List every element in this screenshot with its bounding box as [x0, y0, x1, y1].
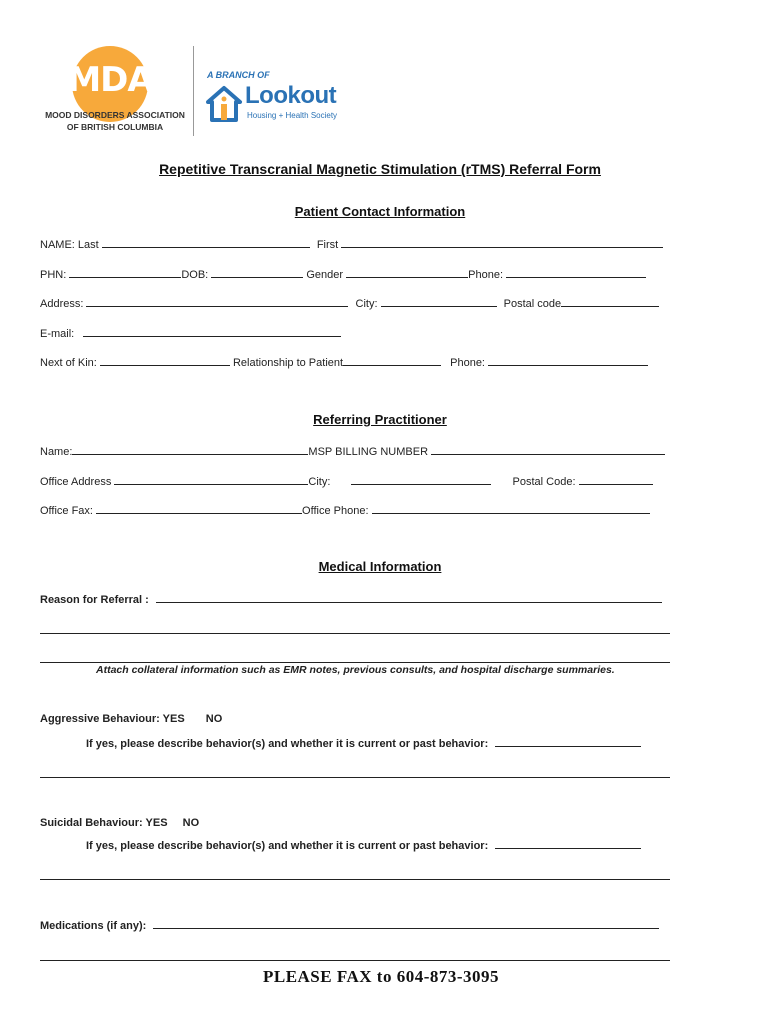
patient-kin-row: [40, 355, 648, 369]
reason-field-3[interactable]: [40, 662, 670, 663]
label-practitioner-city: City:: [308, 476, 331, 488]
label-suicidal-no[interactable]: NO: [182, 817, 200, 829]
practitioner-name-row: [40, 444, 665, 458]
patient-email-row: [40, 326, 341, 340]
fax-instruction: PLEASE FAX to 604-873-3095: [262, 967, 500, 986]
practitioner-section-heading: Referring Practitioner: [313, 412, 447, 427]
attach-note: Attach collateral information such as EMR notes, previous consults, and hospital discharge summaries.: [96, 664, 615, 676]
mda-logo-text: MDA: [67, 60, 153, 100]
label-dob: DOB:: [181, 269, 209, 281]
next-of-kin-field[interactable]: [100, 355, 230, 366]
practitioner-postal-field[interactable]: [579, 474, 653, 485]
label-practitioner-postal: Postal Code:: [512, 476, 576, 488]
label-email: E-mail:: [40, 328, 75, 340]
suicidal-behaviour-row: [40, 817, 199, 829]
last-name-field[interactable]: [102, 237, 310, 248]
label-phone-kin: Phone:: [450, 357, 485, 369]
label-first-name: First: [316, 239, 339, 251]
label-name-last: NAME: Last: [40, 239, 99, 251]
address-field[interactable]: [86, 296, 348, 307]
medical-section-heading: Medical Information: [318, 559, 442, 574]
office-address-field[interactable]: [114, 474, 308, 485]
aggressive-behaviour-row: [40, 713, 222, 725]
office-phone-field[interactable]: [372, 503, 650, 514]
branch-of-label: A BRANCH OF: [207, 70, 270, 80]
patient-id-row: [40, 267, 646, 281]
relationship-field[interactable]: [343, 355, 441, 366]
label-phone: Phone:: [468, 269, 504, 281]
practitioner-fax-row: [40, 503, 650, 517]
label-aggressive-describe: If yes, please describe behavior(s) and whether it is current or past behavior:: [86, 738, 489, 750]
lookout-logo: [205, 84, 355, 128]
label-suicidal-yes[interactable]: Suicidal Behaviour: YES: [40, 817, 168, 829]
mda-org-line1: MOOD DISORDERS ASSOCIATION: [45, 110, 185, 120]
suicidal-describe-field[interactable]: [495, 838, 641, 849]
reason-for-referral-row: [40, 592, 662, 606]
house-icon: [205, 84, 245, 124]
label-practitioner-name: Name:: [40, 446, 73, 458]
form-title: Repetitive Transcranial Magnetic Stimulation (rTMS) Referral Form: [159, 161, 601, 177]
label-gender: Gender: [306, 269, 344, 281]
label-office-phone: Office Phone:: [302, 505, 369, 517]
aggressive-describe-field-2[interactable]: [40, 777, 670, 778]
kin-phone-field[interactable]: [488, 355, 648, 366]
postal-code-field[interactable]: [561, 296, 659, 307]
mda-org-line2: OF BRITISH COLUMBIA: [66, 122, 164, 132]
label-postal-code: Postal code: [503, 298, 562, 310]
patient-name-row: [40, 237, 663, 251]
mda-logo: [40, 44, 190, 140]
label-relationship: Relationship to Patient: [232, 357, 344, 369]
medications-field[interactable]: [153, 918, 659, 929]
label-address: Address:: [40, 298, 84, 310]
msp-billing-field[interactable]: [431, 444, 665, 455]
label-next-of-kin: Next of Kin:: [40, 357, 97, 369]
medications-field-2[interactable]: [40, 960, 670, 961]
label-office-address: Office Address: [40, 476, 112, 488]
practitioner-city-field[interactable]: [351, 474, 491, 485]
patient-address-row: [40, 296, 659, 310]
dob-field[interactable]: [211, 267, 303, 278]
gender-field[interactable]: [346, 267, 468, 278]
label-office-fax: Office Fax:: [40, 505, 93, 517]
lookout-tagline: Housing + Health Society: [247, 111, 338, 120]
practitioner-office-row: [40, 474, 653, 488]
practitioner-name-field[interactable]: [72, 444, 308, 455]
reason-field-1[interactable]: [156, 592, 662, 603]
office-fax-field[interactable]: [96, 503, 302, 514]
label-suicidal-describe: If yes, please describe behavior(s) and whether it is current or past behavior:: [86, 840, 489, 852]
city-field[interactable]: [381, 296, 497, 307]
medications-row: [40, 918, 659, 932]
label-reason-for-referral: Reason for Referral :: [40, 594, 149, 606]
aggressive-describe-field[interactable]: [495, 736, 641, 747]
patient-section-heading: Patient Contact Information: [294, 204, 466, 219]
lookout-name: Lookout: [245, 82, 337, 109]
phone-field[interactable]: [506, 267, 646, 278]
reason-field-2[interactable]: [40, 633, 670, 634]
first-name-field[interactable]: [341, 237, 663, 248]
label-city: City:: [355, 298, 378, 310]
aggressive-describe-row: [86, 736, 641, 750]
label-aggressive-no[interactable]: NO: [205, 713, 223, 725]
label-msp-billing: MSP BILLING NUMBER: [308, 446, 429, 458]
suicidal-describe-row: [86, 838, 641, 852]
phn-field[interactable]: [69, 267, 181, 278]
logo-divider: [193, 46, 194, 136]
suicidal-describe-field-2[interactable]: [40, 879, 670, 880]
email-field[interactable]: [83, 326, 341, 337]
label-medications: Medications (if any):: [40, 920, 147, 932]
label-phn: PHN:: [40, 269, 67, 281]
label-aggressive-yes[interactable]: Aggressive Behaviour: YES: [40, 713, 185, 725]
